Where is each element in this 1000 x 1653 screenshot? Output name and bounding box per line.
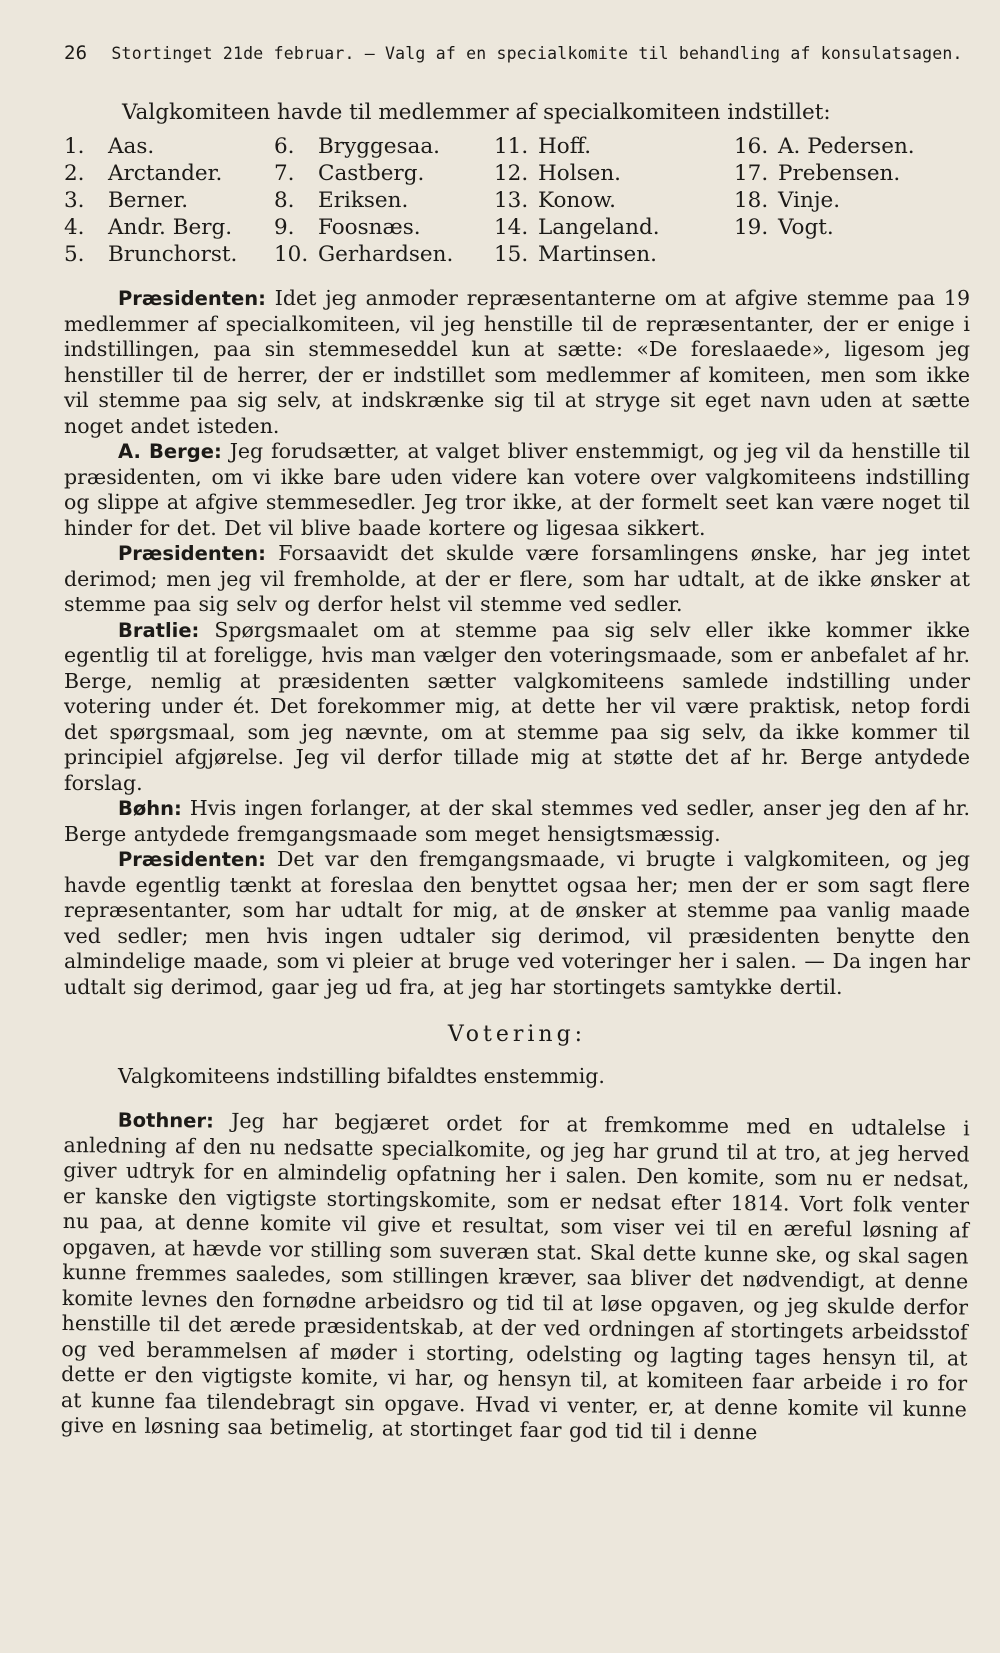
- member-item: 9. Foosnæs.: [274, 215, 421, 240]
- speaker-name: A. Berge:: [118, 440, 222, 463]
- member-list: [64, 133, 970, 268]
- member-item: 8. Eriksen.: [274, 188, 409, 213]
- member-item: 5. Brunchorst.: [64, 242, 238, 267]
- member-item: 17. Prebensen.: [734, 161, 901, 186]
- member-item: 16. A. Pedersen.: [734, 134, 915, 159]
- member-item: 15. Martinsen.: [494, 242, 657, 267]
- voting-result: Valgkomiteens indstilling bifaldtes enstemmig.: [118, 1064, 605, 1088]
- speech-paragraph: [64, 796, 970, 847]
- member-item: 2. Arctander.: [64, 161, 223, 186]
- running-title: Stortinget 21de februar. — Valg af en specialkomite til behandling af konsulatsagen.: [111, 44, 963, 63]
- member-item: 11. Hoff.: [494, 134, 592, 159]
- member-item: 19. Vogt.: [734, 215, 834, 240]
- member-item: 3. Berner.: [64, 188, 189, 213]
- speaker-name: Præsidenten:: [118, 287, 266, 310]
- speech-paragraph: [64, 847, 970, 1000]
- member-item: 6. Bryggesaa.: [274, 134, 440, 159]
- speech-paragraph: [61, 1107, 970, 1448]
- speaker-name: Præsidenten:: [118, 848, 266, 871]
- speaker-name: Præsidenten:: [118, 542, 266, 565]
- page-number: 26: [64, 42, 88, 64]
- speech-paragraph: [64, 541, 970, 618]
- intro-line: Valgkomiteen havde til medlemmer af specialkomiteen indstillet:: [122, 100, 831, 125]
- member-item: 1. Aas.: [64, 134, 155, 159]
- speaker-name: Bothner:: [117, 1108, 214, 1133]
- speech-paragraph: [64, 618, 970, 797]
- member-item: 13. Konow.: [494, 188, 616, 213]
- speech-paragraph: [64, 286, 970, 439]
- member-item: 7. Castberg.: [274, 161, 425, 186]
- speech-text: Idet jeg anmoder repræsentanterne om at afgive stemme paa 19 medlemmer af specialkomiteen, vil jeg henstille til de repræsentanter, der er enige i indstillingen, paa sin stemmeseddel kun at sætte: «De foreslaaede», ligesom jeg henstiller til de herrer, der er indstillet som medlemmer af komiteen, men som ikke vil stemme paa sig selv, at indskrænke sig til at stryge sit eget navn uden at sætte noget andet isteden.: [64, 286, 970, 438]
- speech-text: Forsaavidt det skulde være forsamlingens ønske, har jeg intet derimod; men jeg vil fremholde, at der er flere, som har udtalt, at de ikke ønsker at stemme paa sig selv og derfor helst vil stemme ved sedler.: [64, 541, 970, 616]
- member-item: 14. Langeland.: [494, 215, 660, 240]
- member-item: 12. Holsen.: [494, 161, 622, 186]
- member-item: 4. Andr. Berg.: [64, 215, 233, 240]
- speech-text: Spørgsmaalet om at stemme paa sig selv eller ikke kommer ikke egentlig til at foreligge, hvis man vælger den voteringsmaade, som er anbefalet af hr. Berge, nemlig at præsidenten sætter valgkomiteens samlede indstilling under votering under ét. Det forekommer mig, at dette her vil være praktisk, netop fordi det spørgsmaal, som jeg nævnte, om at stemme paa sig selv, da ikke kommer til principiel afgjørelse. Jeg vil derfor tillade mig at støtte det af hr. Berge antydede forslag.: [64, 617, 970, 795]
- member-item: 18. Vinje.: [734, 188, 841, 213]
- speech-text: Hvis ingen forlanger, at der skal stemmes ved sedler, anser jeg den af hr. Berge antydede fremgangsmaade som meget hensigtsmæssig.: [64, 796, 970, 846]
- speech-text: Det var den fremgangsmaade, vi brugte i valgkomiteen, og jeg havde egentlig tænkt at foreslaa den benyttet ogsaa her; men der er som sagt flere repræsentanter, som har udtalt for mig, at de ønsker at stemme paa vanlig maade ved sedler; men hvis ingen udtaler sig derimod, vil præsidenten benytte den almindelige maade, som vi pleier at bruge ved voteringer her i salen. — Da ingen har udtalt sig derimod, gaar jeg ud fra, at jeg har stortingets samtykke dertil.: [64, 847, 970, 999]
- member-item: 10. Gerhardsen.: [274, 242, 454, 267]
- speech-text: Jeg har begjæret ordet for at fremkomme med en udtalelse i anledning af den nu nedsatte specialkomite, og jeg har grund til at tro, at jeg herved giver udtryk for en almindelig opfatning her i salen. Den komite, som nu er nedsat, er kanske den vigtigste stortingskomite, som er nedsat efter 1814. Vort folk venter nu paa, at denne komite vil give et resultat, som viser vei til en æreful løsning af opgaven, at hævde vor stilling som suveræn stat. Skal dette kunne ske, og skal sagen kunne fremmes saaledes, som stillingen kræver, saa bliver det nødvendigt, at denne komite levnes den fornødne arbeidsro og tid til at løse opgaven, og jeg skulde derfor henstille til det ærede præsidentskab, at der ved ordningen af stortingets arbeidsstof og ved berammelsen af møder i storting, odelsting og lagting tages hensyn til, at dette er den vigtigste komite, vi har, og hensyn til, at komiteen faar arbeide i ro for at kunne faa tilendebragt sin opgave. Hvad vi venter, er, at denne komite vil kunne give en løsning saa betimelig, at stortinget faar god tid til i denne: [60, 1108, 970, 1445]
- member-item: [734, 241, 974, 268]
- debate-text: [60, 286, 970, 1445]
- voting-heading: Votering:: [447, 1022, 587, 1047]
- speech-paragraph: [64, 439, 970, 541]
- speaker-name: Bøhn:: [118, 797, 182, 820]
- running-header: [64, 42, 970, 64]
- speaker-name: Bratlie:: [118, 618, 200, 642]
- speech-text: Jeg forudsætter, at valget bliver enstemmigt, og jeg vil da henstille til præsidenten, om vi ikke bare uden videre kan votere over valgkomiteens indstilling og slippe at afgive stemmesedler. Jeg tror ikke, at der formelt seet kan være noget til hinder for det. Det vil blive baade kortere og ligesaa sikkert.: [64, 439, 970, 540]
